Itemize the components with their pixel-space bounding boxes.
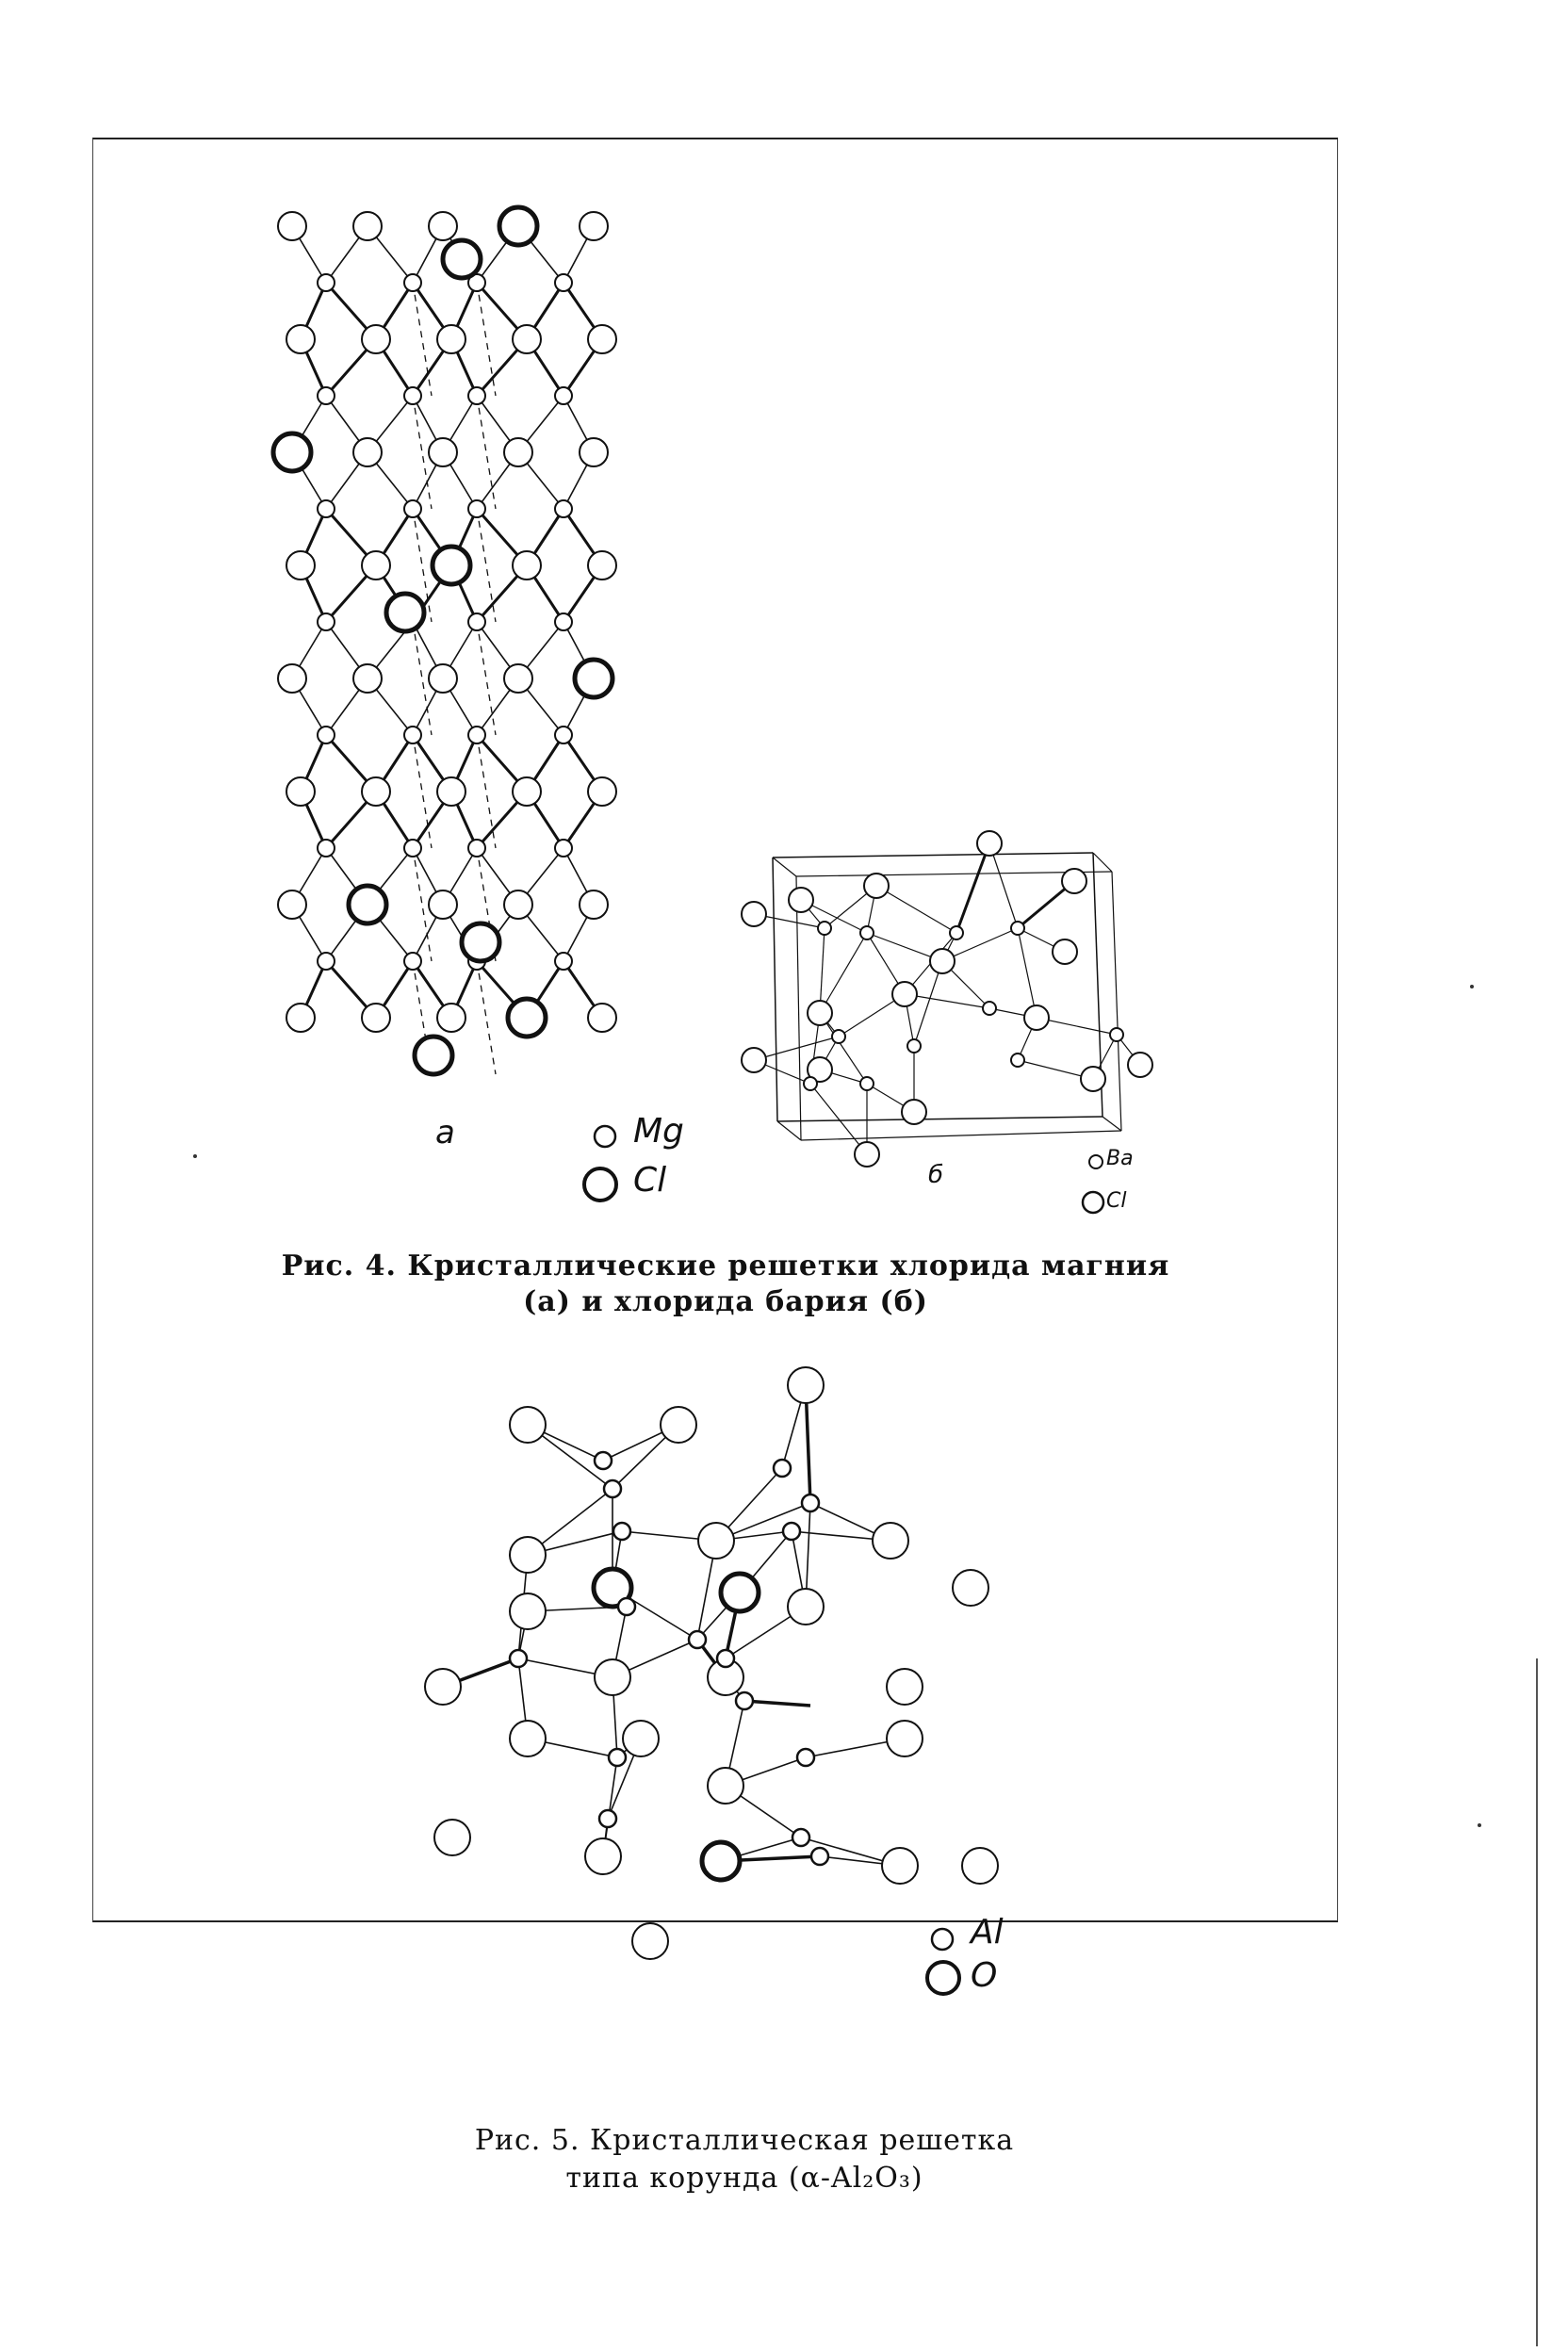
al-atom [797, 1749, 814, 1766]
cl-atom [504, 438, 532, 466]
mg-atom [555, 500, 572, 517]
cl-atom [286, 325, 315, 353]
ba-atom [1011, 922, 1024, 935]
cl-atom [588, 1004, 616, 1032]
cl-atom [362, 325, 390, 353]
mg-atom [404, 727, 421, 743]
bond-line [413, 283, 432, 396]
mg-atom [404, 953, 421, 970]
cl-atom [462, 923, 499, 961]
mg-atom [468, 500, 485, 517]
cl-atom [353, 438, 382, 466]
o-atom [962, 1848, 998, 1884]
mg-atom [404, 387, 421, 404]
al-atom [618, 1598, 635, 1615]
al-atom [792, 1829, 809, 1846]
cl-legend-icon-b [1080, 1189, 1108, 1217]
al-atom [604, 1480, 621, 1497]
cl-atom [575, 660, 612, 697]
cl-atom [353, 212, 382, 240]
al-atom [774, 1460, 791, 1477]
cl-atom [513, 777, 541, 806]
mg-atom [318, 500, 335, 517]
ba-atom [1110, 1028, 1123, 1041]
o-atom [434, 1820, 470, 1855]
bond-line [773, 858, 796, 876]
mg-atom [318, 727, 335, 743]
cl-atom [1128, 1053, 1152, 1077]
mg-atom [555, 613, 572, 630]
figure-4b-label: б [928, 1161, 944, 1189]
cl-atom [286, 551, 315, 580]
figure-4a-label: a [435, 1114, 455, 1152]
al-atom [510, 1650, 527, 1667]
bond-line [989, 843, 1018, 928]
o-atom [702, 1842, 740, 1880]
ba-atom [983, 1002, 996, 1015]
legend-o-label: O [971, 1956, 998, 1995]
legend-cl-label-b: Cl [1106, 1189, 1127, 1213]
ba-atom [860, 926, 874, 939]
mg-atom [468, 727, 485, 743]
ba-atom [907, 1039, 921, 1053]
cl-atom [415, 1037, 452, 1074]
scan-speck [193, 1154, 197, 1158]
bond-line [754, 1037, 839, 1060]
al-atom [811, 1848, 828, 1865]
bond-line [1112, 872, 1121, 1131]
cl-atom [429, 664, 457, 693]
cl-atom [789, 888, 813, 912]
ba-atom [804, 1077, 817, 1090]
cl-atom [588, 777, 616, 806]
al-atom [717, 1650, 734, 1667]
cl-legend-icon [580, 1165, 622, 1206]
figure-5-caption [415, 2122, 1074, 2197]
o-atom [698, 1523, 734, 1559]
cl-atom [429, 438, 457, 466]
cl-atom [504, 664, 532, 693]
cl-atom [278, 664, 306, 693]
cl-atom [437, 1004, 466, 1032]
o-atom [788, 1367, 824, 1403]
bond-line [777, 1117, 1102, 1121]
o-atom [623, 1721, 659, 1756]
bond-line [477, 622, 496, 735]
cl-atom [429, 212, 457, 240]
cl-atom [864, 874, 889, 898]
cl-atom [278, 212, 306, 240]
legend-mg-label: Mg [633, 1112, 684, 1151]
mg-atom [468, 840, 485, 857]
o-atom [721, 1574, 759, 1611]
bond-line [744, 1701, 810, 1706]
corundum-lattice-diagram [415, 1366, 1018, 1932]
cl-atom [588, 325, 616, 353]
cl-atom [504, 890, 532, 919]
o-atom [887, 1669, 923, 1705]
cl-atom [808, 1001, 832, 1025]
o-atom [661, 1407, 696, 1443]
scan-speck [1470, 985, 1474, 988]
cl-atom [513, 325, 541, 353]
al-atom [613, 1523, 630, 1540]
bacl2-lattice-diagram [726, 829, 1159, 1150]
cl-atom [437, 325, 466, 353]
mg-atom [555, 953, 572, 970]
cl-atom [1024, 1005, 1049, 1030]
al-legend-icon [929, 1926, 957, 1954]
bond-line [1093, 853, 1112, 872]
al-atom [689, 1631, 706, 1648]
cl-atom [437, 777, 466, 806]
o-atom [510, 1721, 546, 1756]
cl-atom [855, 1142, 879, 1167]
mg-atom [318, 613, 335, 630]
cl-atom [508, 999, 546, 1037]
o-atom [585, 1838, 621, 1874]
mg-atom [404, 840, 421, 857]
figure-5-caption-line1: Рис. 5. Кристаллическая решетка [474, 2124, 1015, 2157]
o-atom [788, 1589, 824, 1625]
mg-atom [404, 500, 421, 517]
ba-atom [860, 1077, 874, 1090]
ba-atom [1011, 1054, 1024, 1067]
cl-atom [742, 902, 766, 926]
bond-line [773, 853, 1093, 858]
o-atom [882, 1848, 918, 1884]
mg-legend-icon [592, 1123, 620, 1152]
cl-atom [580, 890, 608, 919]
bond-line [820, 933, 867, 1013]
legend-cl-label: Cl [633, 1161, 667, 1200]
al-atom [609, 1749, 626, 1766]
figure-4-caption [245, 1249, 1206, 1320]
cl-atom [433, 547, 470, 584]
bond-line [876, 886, 956, 933]
o-atom [510, 1537, 546, 1573]
al-atom [599, 1810, 616, 1827]
figure-5-caption-line2: типа корунда (α-Al₂O₃) [565, 2162, 923, 2195]
bond-line [796, 876, 801, 1140]
cl-atom [588, 551, 616, 580]
al-atom [802, 1494, 819, 1511]
cl-atom [429, 890, 457, 919]
mg-atom [318, 274, 335, 291]
mg-atom [555, 727, 572, 743]
cl-atom [892, 982, 917, 1006]
cl-atom [286, 1004, 315, 1032]
al-atom [783, 1523, 800, 1540]
scan-edge-rule [1536, 1658, 1538, 2346]
o-atom [708, 1768, 743, 1804]
cl-atom [513, 551, 541, 580]
bond-line [413, 735, 432, 848]
cl-atom [742, 1048, 766, 1072]
cl-atom [499, 207, 537, 245]
mg-atom [468, 387, 485, 404]
o-atom [510, 1593, 546, 1629]
legend-al-label: Al [971, 1913, 1004, 1952]
o-atom [595, 1659, 630, 1695]
al-atom [595, 1452, 612, 1469]
legend-ba-label: Ba [1106, 1147, 1134, 1170]
bond-line [777, 1121, 801, 1140]
cl-atom [443, 240, 481, 278]
o-atom [425, 1669, 461, 1705]
cl-atom [362, 1004, 390, 1032]
bond-line [914, 961, 942, 1046]
mg-atom [404, 274, 421, 291]
cl-atom [353, 664, 382, 693]
ba-legend-icon [1087, 1153, 1106, 1172]
mg-atom [555, 387, 572, 404]
cl-atom [278, 890, 306, 919]
bond-line [956, 843, 989, 933]
mg-atom [318, 387, 335, 404]
cl-atom [1053, 939, 1077, 964]
cl-atom [349, 886, 386, 923]
cl-atom [1081, 1067, 1105, 1091]
cl-atom [930, 949, 955, 973]
cl-atom [580, 212, 608, 240]
bond-line [1018, 928, 1037, 1018]
bond-line [810, 1084, 867, 1154]
ba-atom [950, 926, 963, 939]
al-atom [736, 1692, 753, 1709]
scan-speck [1478, 1823, 1481, 1827]
mg-atom [555, 840, 572, 857]
mg-atom [318, 953, 335, 970]
bond-line [477, 396, 496, 509]
mgcl2-lattice-diagram [264, 207, 641, 1112]
cl-atom [286, 777, 315, 806]
cl-atom [580, 438, 608, 466]
o-legend-icon [923, 1958, 965, 2000]
o-atom [873, 1523, 908, 1559]
mg-atom [555, 274, 572, 291]
o-atom [953, 1570, 988, 1606]
figure-4-caption-line2: (а) и хлорида бария (б) [523, 1285, 928, 1318]
figure-4-caption-line1: Рис. 4. Кристаллические решетки хлорида магния [281, 1250, 1170, 1282]
ba-atom [818, 922, 831, 935]
mg-atom [468, 613, 485, 630]
cl-atom [977, 831, 1002, 856]
o-atom [632, 1923, 668, 1959]
cl-atom [362, 551, 390, 580]
cl-atom [362, 777, 390, 806]
bond-line [1102, 1117, 1121, 1131]
mg-atom [318, 840, 335, 857]
cl-atom [273, 433, 311, 471]
cl-atom [902, 1100, 926, 1124]
o-atom [510, 1407, 546, 1443]
o-atom [887, 1721, 923, 1756]
cl-atom [386, 594, 424, 631]
cl-atom [1062, 869, 1086, 893]
ba-atom [832, 1030, 845, 1043]
bond-line [773, 858, 777, 1121]
